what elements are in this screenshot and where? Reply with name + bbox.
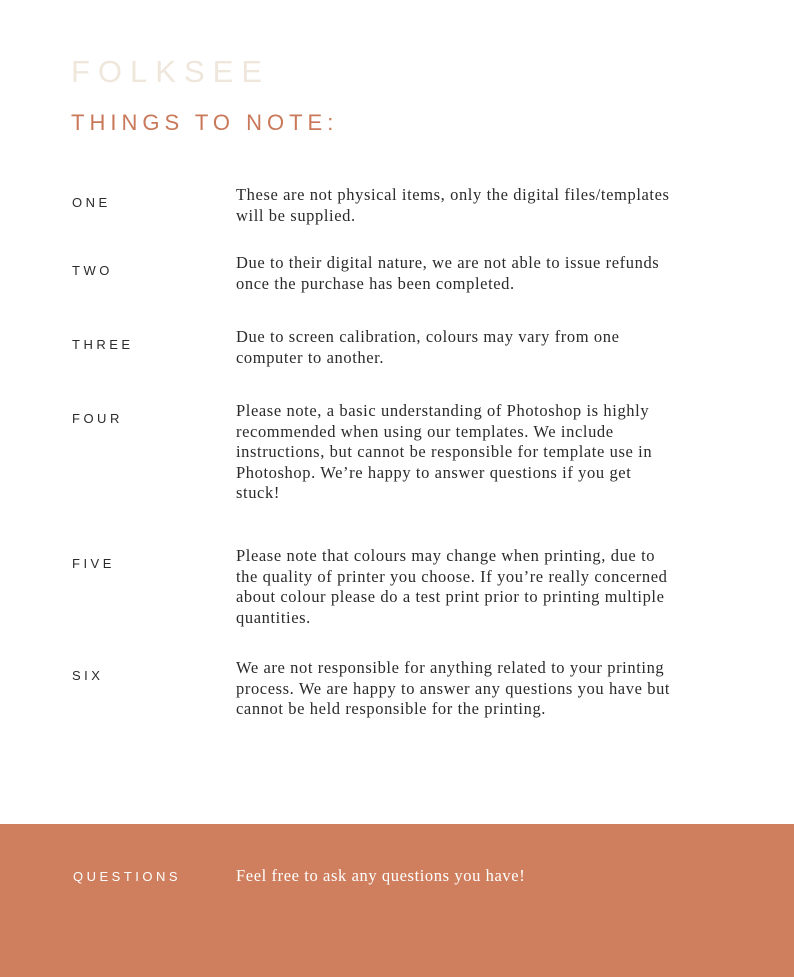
note-label: TWO <box>72 263 113 278</box>
note-label: FIVE <box>72 556 115 571</box>
brand-logo-text: FOLKSEE <box>71 54 270 89</box>
note-text: These are not physical items, only the digital files/templates will be supplied. <box>236 185 670 225</box>
page-heading: THINGS TO NOTE: <box>71 110 339 135</box>
footer-text: Feel free to ask any questions you have! <box>236 866 526 885</box>
note-text: Due to their digital nature, we are not able to issue refunds once the purchase has been completed. <box>236 253 660 293</box>
note-text: Please note that colours may change when printing, due to the quality of printer you choose. If you’re really concerned about colour please do a test print prior to printing multiple quantities. <box>236 546 668 627</box>
note-text: Due to screen calibration, colours may vary from one computer to another. <box>236 327 620 367</box>
footer-label: QUESTIONS <box>73 869 182 884</box>
note-label: THREE <box>72 337 134 352</box>
note-label: ONE <box>72 195 111 210</box>
note-text: We are not responsible for anything related to your printing process. We are happy to answer any questions you have but cannot be held responsible for the printing. <box>236 658 671 719</box>
questions-footer <box>0 824 794 977</box>
note-label: SIX <box>72 668 104 683</box>
note-text: Please note, a basic understanding of Photoshop is highly recommended when using our templates. We include instructions, but cannot be responsible for template use in Photoshop. We’re happy to answer questions if you get stuck! <box>236 401 653 503</box>
note-label: FOUR <box>72 411 123 426</box>
